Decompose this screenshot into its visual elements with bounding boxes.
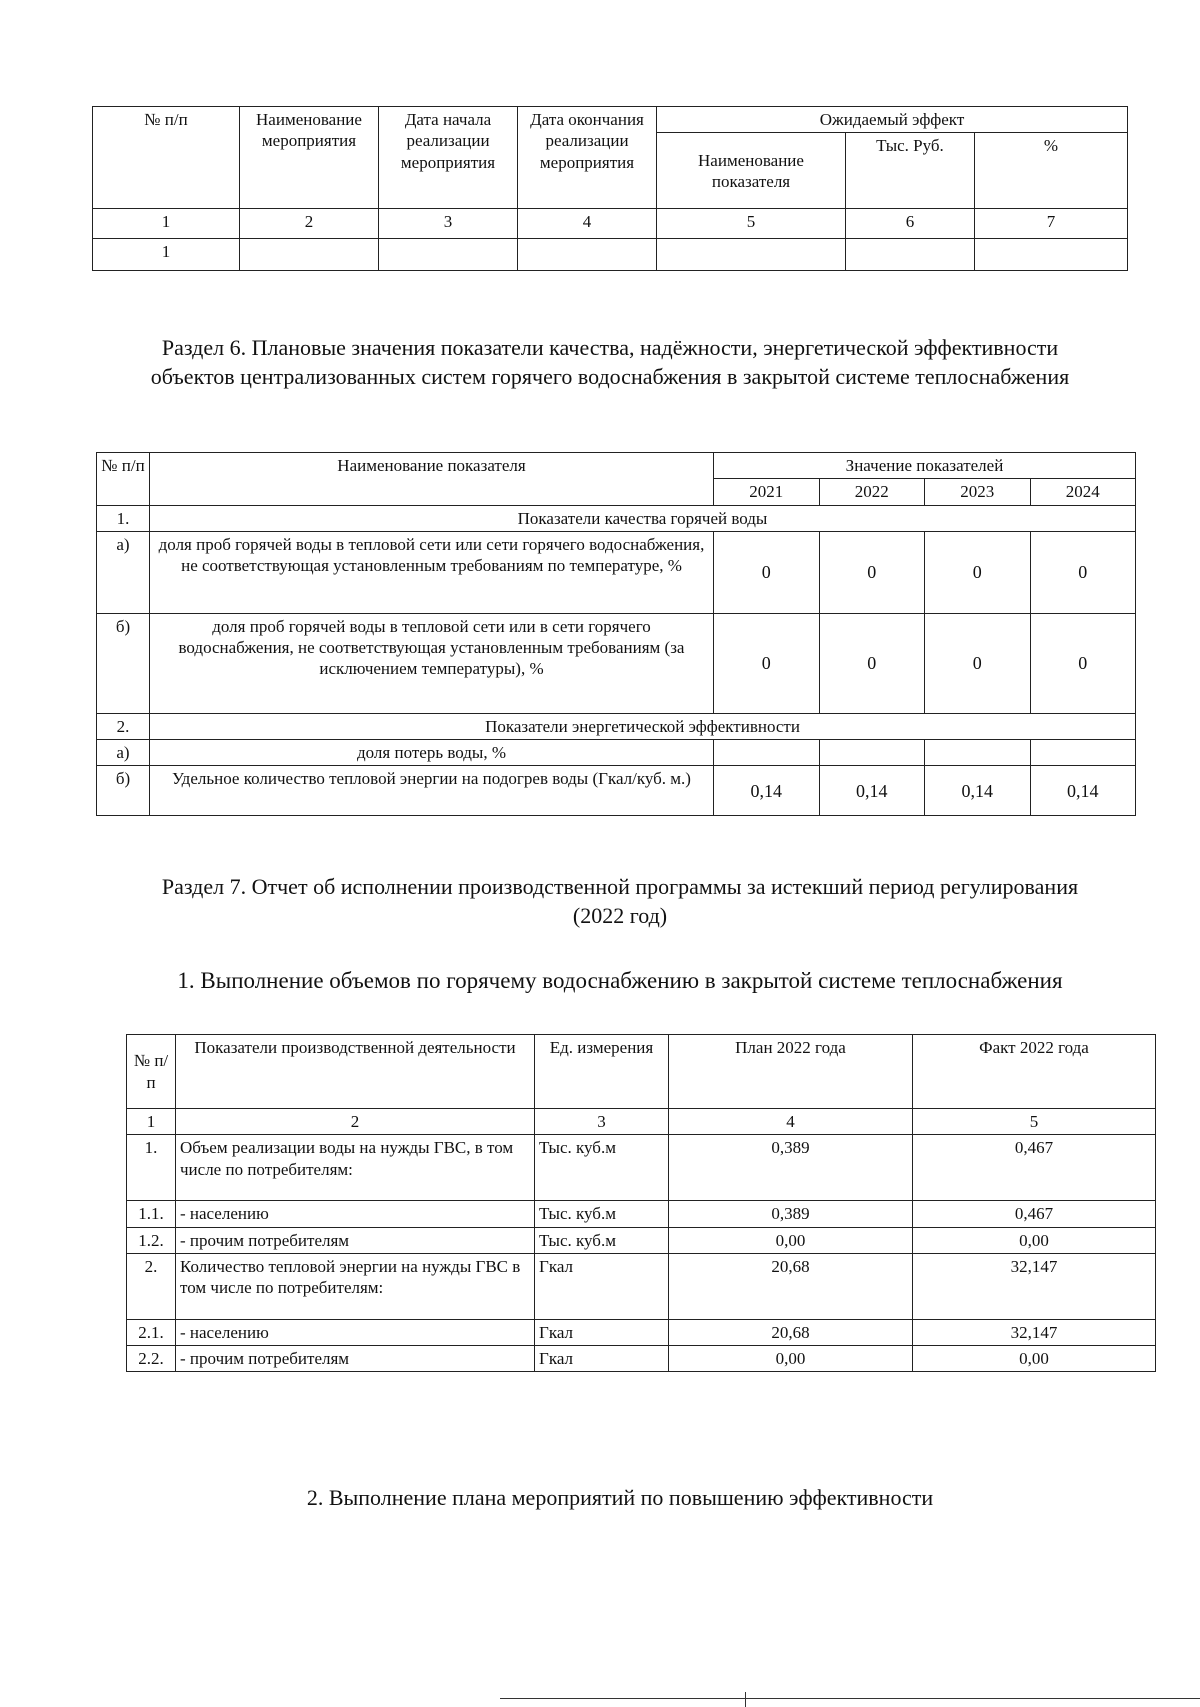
col-number: 2 — [240, 209, 379, 239]
row-unit: Гкал — [535, 1253, 669, 1319]
column-numbers-row — [127, 1109, 1156, 1135]
row-value: 0 — [714, 531, 820, 613]
col-number: 4 — [669, 1109, 913, 1135]
row-num: 2.2. — [127, 1346, 176, 1372]
row-label: - прочим потребителям — [176, 1346, 535, 1372]
row-value: 0,14 — [925, 766, 1031, 816]
subsection-2-title: 2. Выполнение плана мероприятий по повышению эффективности — [306, 1485, 934, 1510]
col-plan-header: План 2022 года — [669, 1035, 913, 1109]
col-name-header: Показатели производственной деятельности — [176, 1035, 535, 1109]
col-number: 2 — [176, 1109, 535, 1135]
table-row — [127, 1227, 1156, 1253]
group-num: 1. — [97, 505, 150, 531]
table-row — [127, 1135, 1156, 1201]
col-number: 3 — [535, 1109, 669, 1135]
row-unit: Тыс. куб.м — [535, 1201, 669, 1227]
row-label: Количество тепловой энергии на нужды ГВС в том числе по потребителям: — [176, 1253, 535, 1319]
table-row — [97, 740, 1136, 766]
row-fact: 0,00 — [913, 1227, 1156, 1253]
col-number: 3 — [379, 209, 518, 239]
row-value — [925, 740, 1031, 766]
row-num: б) — [97, 613, 150, 713]
row-num: 1. — [127, 1135, 176, 1201]
col-fact-header: Факт 2022 года — [913, 1035, 1156, 1109]
col-number: 5 — [657, 209, 846, 239]
table-row — [127, 1253, 1156, 1319]
row-value: 0 — [714, 613, 820, 713]
col-values-header: Значение показателей — [714, 453, 1136, 479]
row-unit: Тыс. куб.м — [535, 1135, 669, 1201]
section-6-title: Раздел 6. Плановые значения показатели качества, надёжности, энергетической эффективности объектов централизованных систем горячего водоснабжения в закрытой системе теплоснабжения — [150, 335, 1070, 389]
row-value — [819, 740, 925, 766]
production-table — [126, 1034, 1156, 1372]
row-fact: 32,147 — [913, 1319, 1156, 1345]
group-label: Показатели энергетической эффективности — [150, 713, 1136, 739]
col-end-header: Дата окончания реализации мероприятия — [518, 107, 657, 209]
row-value — [714, 740, 820, 766]
row-value: 0 — [819, 613, 925, 713]
row-label: - населению — [176, 1201, 535, 1227]
col-number: 4 — [518, 209, 657, 239]
row-value: 0 — [819, 531, 925, 613]
year-header: 2021 — [714, 479, 820, 505]
column-numbers-row — [93, 209, 1128, 239]
year-header: 2022 — [819, 479, 925, 505]
table-row — [127, 1346, 1156, 1372]
row-value: 0,14 — [1030, 766, 1136, 816]
cell — [975, 239, 1128, 271]
year-header: 2024 — [1030, 479, 1136, 505]
row-num: 1.1. — [127, 1201, 176, 1227]
row-fact: 0,467 — [913, 1201, 1156, 1227]
row-num: а) — [97, 531, 150, 613]
row-value — [1030, 740, 1136, 766]
row-value: 0 — [1030, 613, 1136, 713]
group-label: Показатели качества горячей воды — [150, 505, 1136, 531]
col-num-header: № п/п — [93, 107, 240, 209]
col-number: 6 — [846, 209, 975, 239]
group-row — [97, 505, 1136, 531]
row-label: Объем реализации воды на нужды ГВС, в том числе по потребителям: — [176, 1135, 535, 1201]
footer-divider — [500, 1698, 1200, 1699]
subsection-1-title: 1. Выполнение объемов по горячему водоснабжению в закрытой системе теплоснабжения — [177, 968, 1063, 993]
col-indicator-header: Наименование показателя — [657, 133, 846, 209]
col-start-header: Дата начала реализации мероприятия — [379, 107, 518, 209]
col-number: 1 — [93, 209, 240, 239]
row-label: Удельное количество тепловой энергии на подогрев воды (Гкал/куб. м.) — [150, 766, 714, 816]
row-label: - населению — [176, 1319, 535, 1345]
cell — [657, 239, 846, 271]
row-plan: 20,68 — [669, 1253, 913, 1319]
row-fact: 32,147 — [913, 1253, 1156, 1319]
row-plan: 0,389 — [669, 1135, 913, 1201]
row-num: 1.2. — [127, 1227, 176, 1253]
footer-divider-tick — [745, 1692, 746, 1707]
table-row — [127, 1319, 1156, 1345]
cell — [240, 239, 379, 271]
row-num: б) — [97, 766, 150, 816]
row-label: доля проб горячей воды в тепловой сети или сети горячего водоснабжения, не соответствующая установленным требованиям по температуре, % — [150, 531, 714, 613]
col-number: 5 — [913, 1109, 1156, 1135]
col-rub-header: Тыс. Руб. — [846, 133, 975, 209]
year-header: 2023 — [925, 479, 1031, 505]
table-row — [93, 239, 1128, 271]
row-value: 0 — [925, 531, 1031, 613]
table-row — [97, 531, 1136, 613]
row-num: 2. — [127, 1253, 176, 1319]
row-label: доля проб горячей воды в тепловой сети или в сети горячего водоснабжения, не соответствующая установленным требованиям (за исключением температуры), % — [150, 613, 714, 713]
row-value: 0 — [925, 613, 1031, 713]
quality-indicators-table — [96, 452, 1136, 816]
row-label: - прочим потребителям — [176, 1227, 535, 1253]
col-number: 1 — [127, 1109, 176, 1135]
group-num: 2. — [97, 713, 150, 739]
col-num-header: № п/п — [127, 1035, 176, 1109]
row-plan: 0,00 — [669, 1346, 913, 1372]
cell: 1 — [93, 239, 240, 271]
row-plan: 0,389 — [669, 1201, 913, 1227]
row-num: 2.1. — [127, 1319, 176, 1345]
row-value: 0,14 — [714, 766, 820, 816]
row-unit: Гкал — [535, 1346, 669, 1372]
row-value: 0,14 — [819, 766, 925, 816]
section-7-title: Раздел 7. Отчет об исполнении производственной программы за истекший период регулирования (2022 год) — [161, 874, 1079, 928]
col-unit-header: Ед. измерения — [535, 1035, 669, 1109]
col-name-header: Наименование показателя — [150, 453, 714, 506]
col-name-header: Наименование мероприятия — [240, 107, 379, 209]
cell — [846, 239, 975, 271]
row-fact: 0,467 — [913, 1135, 1156, 1201]
cell — [379, 239, 518, 271]
col-pct-header: % — [975, 133, 1128, 209]
col-effect-header: Ожидаемый эффект — [657, 107, 1128, 133]
row-plan: 0,00 — [669, 1227, 913, 1253]
row-unit: Гкал — [535, 1319, 669, 1345]
row-num: а) — [97, 740, 150, 766]
row-fact: 0,00 — [913, 1346, 1156, 1372]
row-value: 0 — [1030, 531, 1136, 613]
cell — [518, 239, 657, 271]
events-table — [92, 106, 1128, 271]
group-row — [97, 713, 1136, 739]
row-plan: 20,68 — [669, 1319, 913, 1345]
row-unit: Тыс. куб.м — [535, 1227, 669, 1253]
row-label: доля потерь воды, % — [150, 740, 714, 766]
col-num-header: № п/п — [97, 453, 150, 506]
table-row — [127, 1201, 1156, 1227]
table-row — [97, 766, 1136, 816]
table-row — [97, 613, 1136, 713]
col-number: 7 — [975, 209, 1128, 239]
